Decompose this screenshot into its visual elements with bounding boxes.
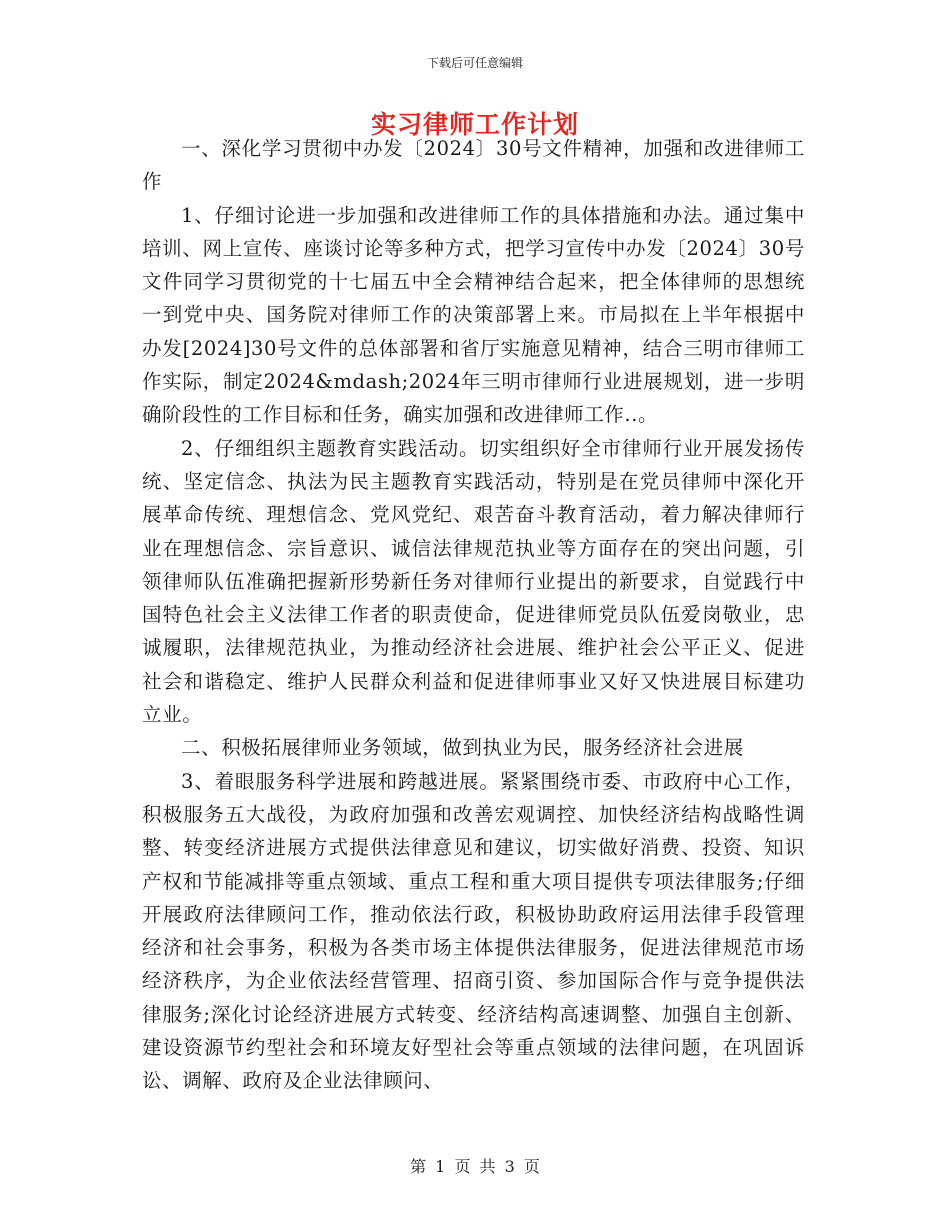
paragraph-1: 1、仔细讨论进一步加强和改进律师工作的具体措施和办法。通过集中培训、网上宣传、座谈讨论等多种方式，把学习宣传中办发〔2024〕30号文件同学习贯彻党的十七届五中全会精神结合起来，把全体律师的思想统一到党中央、国务院对律师工作的决策部署上来。市局拟在上半年根据中办发[2024]30号文件的总体部署和省厅实施意见精神，结合三明市律师工作实际，制定2024&mdash;2024年三明市律师行业进展规划，进一步明确阶段性的工作目标和任务，确实加强和改进律师工作..。	[142, 203, 805, 427]
document-body	[142, 132, 805, 1098]
page-header-note: 下载后可任意编辑	[426, 56, 523, 70]
section-heading-1: 一、深化学习贯彻中办发〔2024〕30号文件精神，加强和改进律师工作	[142, 137, 805, 194]
document-title: 实习律师工作计划	[370, 110, 579, 139]
page-number: 第 1 页 共 3 页	[410, 1157, 540, 1176]
paragraph-3: 3、着眼服务科学进展和跨越进展。紧紧围绕市委、市政府中心工作，积极服务五大战役，为政府加强和改善宏观调控、加快经济结构战略性调整、转变经济进展方式提供法律意见和建议，切实做好消费、投资、知识产权和节能减排等重点领域、重点工程和重大项目提供专项法律服务;仔细开展政府法律顾问工作，推动依法行政，积极协助政府运用法律手段管理经济和社会事务，积极为各类市场主体提供法律服务，促进法律规范市场经济秩序，为企业依法经营管理、招商引资、参加国际合作与竞争提供法律服务;深化讨论经济进展方式转变、经济结构高速调整、加强自主创新、建设资源节约型社会和环境友好型社会等重点领域的法律问题，在巩固诉讼、调解、政府及企业法律顾问、	[142, 769, 805, 1093]
paragraph-2: 2、仔细组织主题教育实践活动。切实组织好全市律师行业开展发扬传统、坚定信念、执法为民主题教育实践活动，特别是在党员律师中深化开展革命传统、理想信念、党风党纪、艰苦奋斗教育活动，着力解决律师行业在理想信念、宗旨意识、诚信法律规范执业等方面存在的突出问题，引领律师队伍准确把握新形势新任务对律师行业提出的新要求，自觉践行中国特色社会主义法律工作者的职责使命，促进律师党员队伍爱岗敬业，忠诚履职，法律规范执业，为推动经济社会进展、维护社会公平正义、促进社会和谐稳定、维护人民群众利益和促进律师事业又好又快进展目标建功立业。	[142, 436, 805, 727]
section-heading-2: 二、积极拓展律师业务领域，做到执业为民，服务经济社会进展	[181, 736, 744, 760]
